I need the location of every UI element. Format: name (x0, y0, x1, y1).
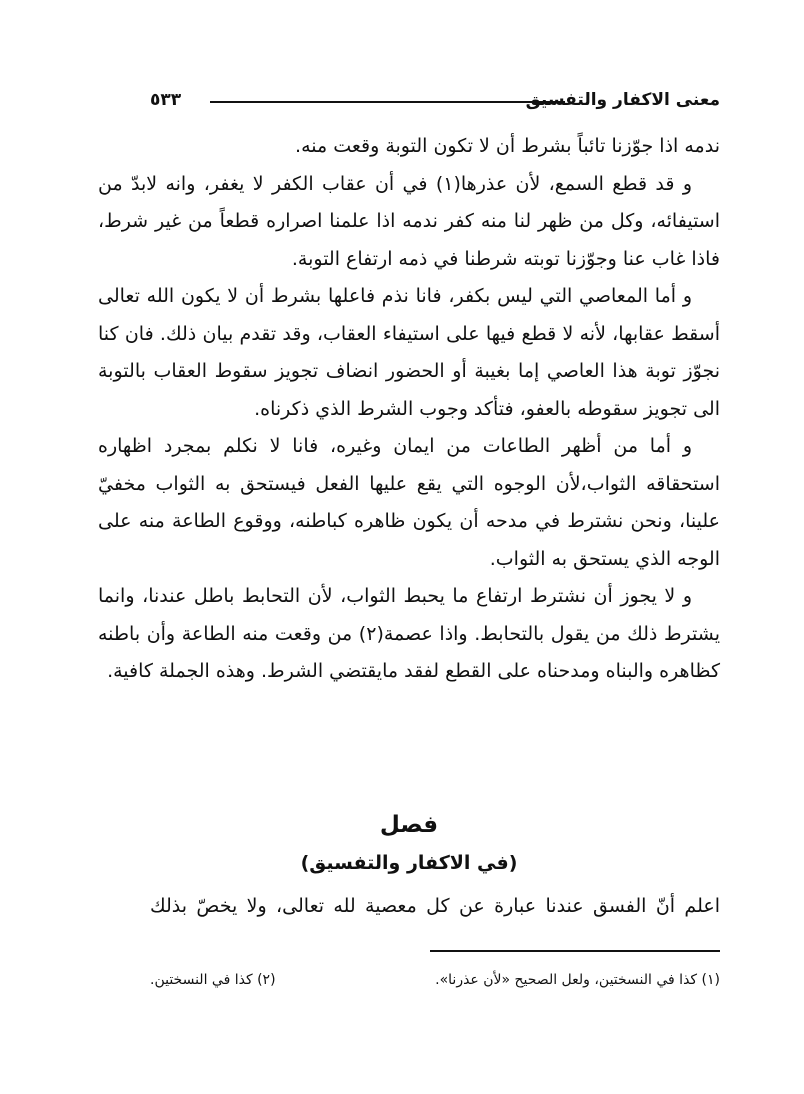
header-rule (210, 101, 565, 103)
footnote-rule (430, 950, 720, 952)
paragraph: و أما المعاصي التي ليس بكفر، فانا نذم فاعلها بشرط أن لا يكون الله تعالى أسقط عقابها، لأنه لا قطع فيها على استيفاء العقاب، وقد تقدم بيان ذلك. فان كنا نجوّز توبة هذا العاصي إما بغيبة أو الحضور انضاف تجويز سقوط العقاب بالتوبة الى تجويز سقوطه بالعفو، فتأكد وجوب الشرط الذي ذكرناه. (98, 285, 720, 420)
section-title: فصل (379, 812, 439, 838)
paragraph: ندمه اذا جوّزنا تائباً بشرط أن لا تكون التوبة وقعت منه. (295, 135, 720, 157)
section-subtitle: (في الاكفار والتفسيق) (300, 852, 518, 874)
page-number: ٥٣٣ (150, 90, 182, 110)
paragraph: و أما من أظهر الطاعات من ايمان وغيره، فانا لا نكلم بمجرد اظهاره استحقاقه الثواب،لأن الوجوه التي يقع عليها الفعل فيستحق به الثواب مخفيّ علينا، ونحن نشترط في مدحه أن يكون ظاهره كباطنه، ووقوع الطاعة منه على الوجه الذي يستحق به الثواب. (98, 435, 720, 570)
running-header (150, 86, 720, 116)
section-first-line: اعلم أنّ الفسق عندنا عبارة عن كل معصية لله تعالى، ولا يخصّ بذلك (150, 895, 720, 917)
footnote-2: (٢) كذا في النسختين. (150, 972, 276, 988)
running-title: معنى الاكفار والتفسيق (525, 90, 720, 110)
footnote-1: (١) كذا في النسختين، ولعل الصحيح «لأن عذرنا». (435, 972, 720, 988)
main-text (98, 128, 720, 691)
paragraph: و قد قطع السمع، لأن عذرها(١) في أن عقاب الكفر لا يغفر، وانه لابدّ من استيفائه، وكل من ظهر لنا منه كفر ندمه اذا علمنا اصراره قطعاً من غير شرط، فاذا غاب عنا وجوّزنا توبته شرطنا في ذمه ارتفاع التوبة. (98, 172, 720, 270)
paragraph: و لا يجوز أن نشترط ارتفاع ما يحبط الثواب، لأن التحابط باطل عندنا، وانما يشترط ذلك من يقول بالتحابط. واذا عصمة(٢) من وقعت منه الطاعة وأن باطنه كظاهره والبناه ومدحناه على القطع لفقد مايقتضي الشرط. وهذه الجملة كافية. (98, 585, 720, 682)
